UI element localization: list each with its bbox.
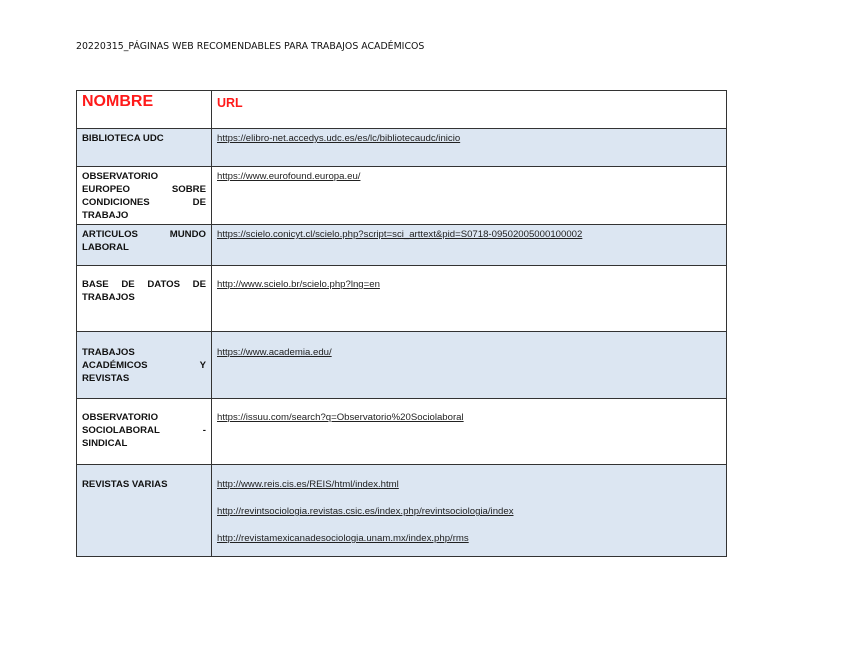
table-row [77, 465, 727, 557]
site-name-line: OBSERVATORIO [82, 412, 159, 423]
table-header-row [77, 91, 727, 129]
site-url-cell [212, 266, 727, 332]
table-row [77, 225, 727, 266]
site-name-line: CONDICIONES DE [82, 197, 206, 208]
site-name-line: ARTICULOS MUNDO [82, 229, 206, 240]
page-title: 20220315_PÁGINAS WEB RECOMENDABLES PARA TRABAJOS ACADÉMICOS [76, 41, 425, 52]
site-name-cell [77, 399, 212, 465]
table-row [77, 266, 727, 332]
table-row [77, 129, 727, 167]
site-url-link[interactable]: https://issuu.com/search?q=Observatorio%20Sociolaboral [217, 412, 464, 423]
site-url-link[interactable]: https://scielo.conicyt.cl/scielo.php?script=sci_arttext&pid=S0718-09502005000100002 [217, 229, 583, 240]
site-url-link[interactable]: https://www.academia.edu/ [217, 347, 332, 358]
site-name-cell [77, 266, 212, 332]
site-url-cell [212, 225, 727, 266]
site-url-cell [212, 129, 727, 167]
site-name-line: TRABAJOS [82, 292, 135, 303]
site-name-line: BASE DE DATOS DE [82, 279, 206, 290]
recommended-sites-table [76, 90, 727, 557]
site-name-line: BIBLIOTECA UDC [82, 133, 164, 144]
header-url: URL [212, 91, 727, 129]
site-url-cell [212, 399, 727, 465]
site-name-line: REVISTAS VARIAS [82, 479, 168, 490]
site-url-link[interactable]: http://www.reis.cis.es/REIS/html/index.html [217, 479, 399, 490]
site-name-line: LABORAL [82, 242, 129, 253]
site-url-cell [212, 167, 727, 225]
site-url-link[interactable]: https://www.eurofound.europa.eu/ [217, 171, 361, 182]
table-row [77, 332, 727, 399]
site-url-cell [212, 465, 727, 557]
site-url-link[interactable]: http://revistamexicanadesociologia.unam.mx/index.php/rms [217, 533, 469, 544]
header-nombre: NOMBRE [77, 91, 212, 129]
site-name-cell [77, 129, 212, 167]
site-url-link[interactable]: http://www.scielo.br/scielo.php?lng=en [217, 279, 380, 290]
table-row [77, 399, 727, 465]
site-name-line: SINDICAL [82, 438, 128, 449]
site-name-cell [77, 167, 212, 225]
site-url-cell [212, 332, 727, 399]
site-name-line: TRABAJO [82, 210, 129, 221]
site-name-line: ACADÉMICOS Y [82, 360, 206, 371]
site-url-link[interactable]: https://elibro-net.accedys.udc.es/es/lc/bibliotecaudc/inicio [217, 133, 461, 144]
site-url-link[interactable]: http://revintsociologia.revistas.csic.es/index.php/revintsociologia/index [217, 506, 514, 517]
site-name-cell [77, 332, 212, 399]
site-name-line: REVISTAS [82, 373, 130, 384]
site-name-line: SOCIOLABORAL - [82, 425, 206, 436]
site-name-cell [77, 465, 212, 557]
site-name-cell [77, 225, 212, 266]
site-name-line: TRABAJOS [82, 347, 135, 358]
table-row [77, 167, 727, 225]
site-name-line: EUROPEO SOBRE [82, 184, 206, 195]
site-name-line: OBSERVATORIO [82, 171, 159, 182]
